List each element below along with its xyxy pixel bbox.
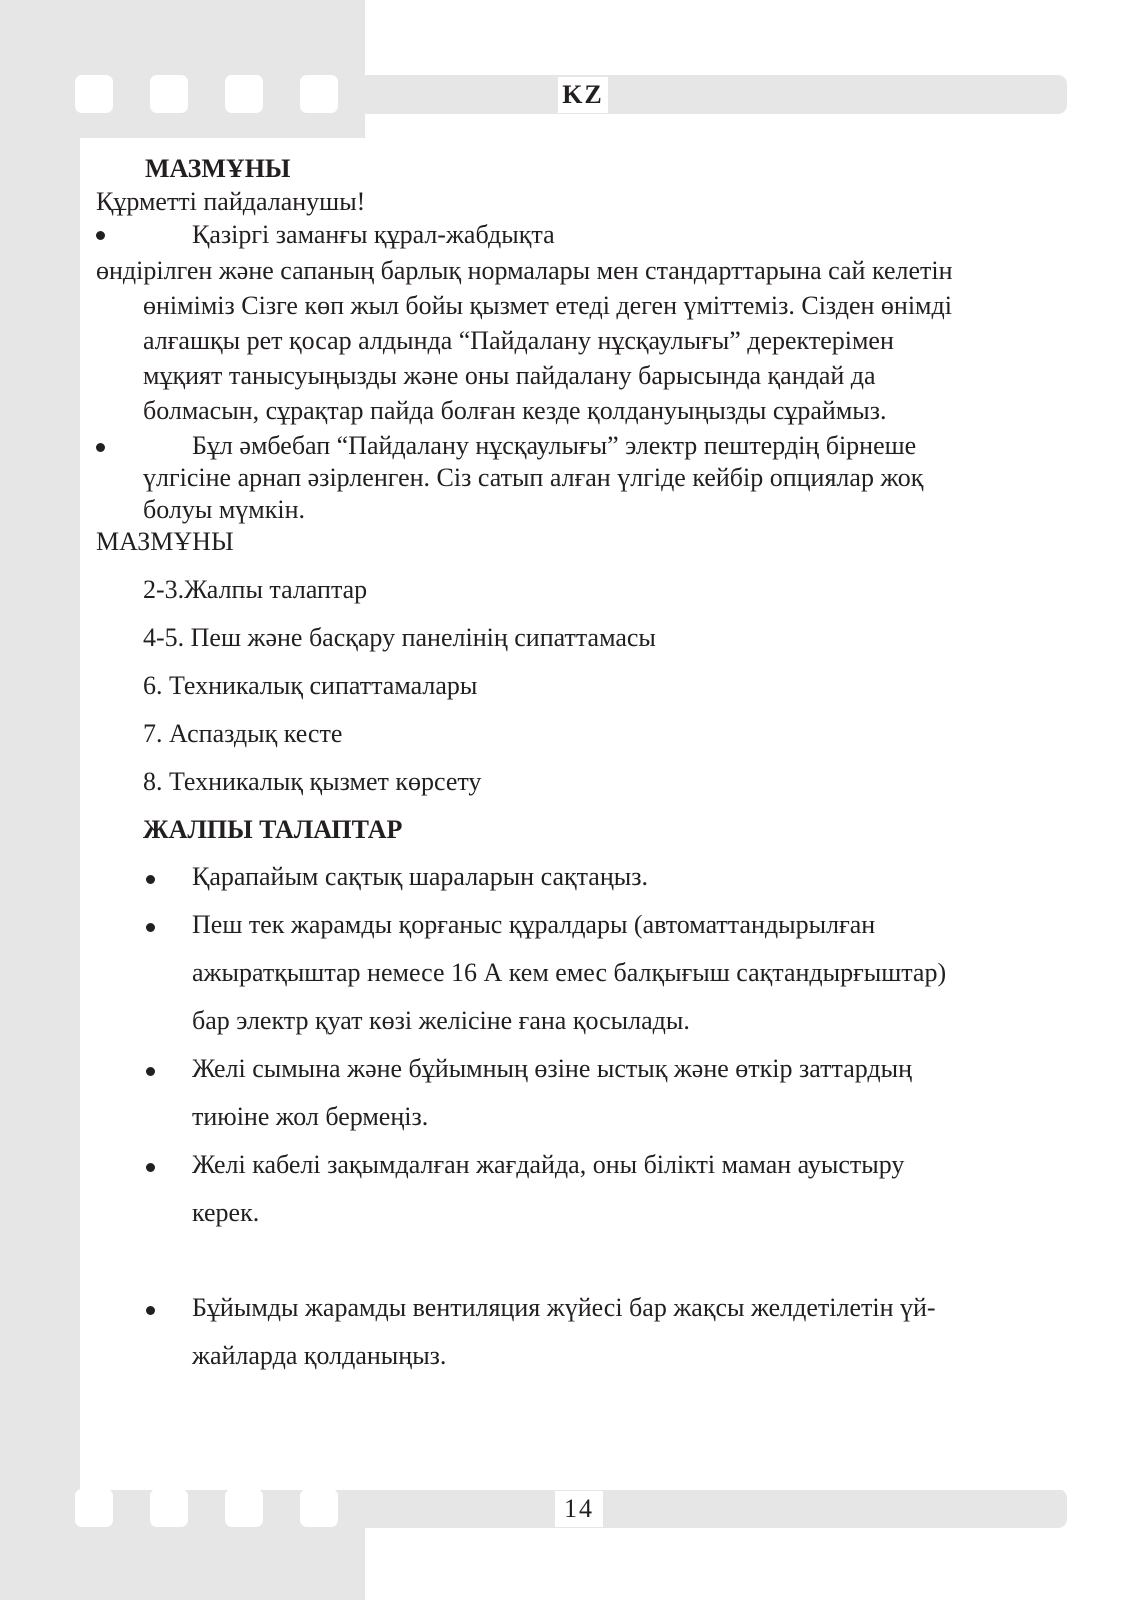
intro-bullet1-line: өндірілген және сапаның барлық нормалары мен стандарттарына сай келетін bbox=[96, 256, 953, 285]
intro-bullet1-line: болмасын, сұрақтар пайда болған кезде қолдануыңызды сұраймыз. bbox=[143, 396, 887, 425]
general-item-line: тиюіне жол бермеңіз. bbox=[192, 1102, 429, 1131]
intro-bullet1-line: өніміміз Сізге көп жыл бойы қызмет етеді деген үміттеміз. Сізден өнімді bbox=[143, 291, 952, 320]
film-hole-bottom-2 bbox=[150, 1489, 188, 1527]
general-item-line: Желі сымына және бұйымның өзіне ыстық және өткір заттардың bbox=[192, 1054, 913, 1083]
page-number: 14 bbox=[555, 1491, 603, 1527]
intro-bullet-1 bbox=[96, 231, 105, 240]
contents-item: 4-5. Пеш және басқару панелінің сипаттамасы bbox=[143, 623, 656, 652]
film-hole-top-4 bbox=[300, 75, 338, 113]
contents-item: 6. Техникалық сипаттамалары bbox=[143, 671, 478, 700]
general-item-line: Қарапайым сақтық шараларын сақтаңыз. bbox=[192, 862, 648, 891]
language-code: KZ bbox=[558, 77, 608, 113]
intro-bullet2-line: үлгісіне арнап әзірленген. Сіз сатып алған үлгіде кейбір опциялар жоқ bbox=[143, 463, 924, 492]
general-bullet-4 bbox=[146, 1163, 155, 1172]
general-item-line: Желі кабелі зақымдалған жағдайда, оны білікті маман ауыстыру bbox=[192, 1150, 905, 1179]
film-hole-bottom-4 bbox=[300, 1489, 338, 1527]
film-hole-top-3 bbox=[225, 75, 263, 113]
general-item-line: Пеш тек жарамды қорғаныс құралдары (автоматтандырылған bbox=[192, 910, 876, 939]
intro-bullet2-line: болуы мүмкін. bbox=[143, 495, 306, 524]
intro-bullet2-line: Бұл әмбебап “Пайдалану нұсқаулығы” электр пештердің бірнеше bbox=[192, 431, 917, 460]
general-title: ЖАЛПЫ ТАЛАПТАР bbox=[143, 815, 403, 844]
general-bullet-2 bbox=[146, 923, 155, 932]
header-bar bbox=[365, 75, 1067, 114]
general-item-line: ажыратқыштар немесе 16 А кем емес балқығыш сақтандырғыштар) bbox=[192, 958, 947, 987]
general-item-line: жайларда қолданыңыз. bbox=[192, 1341, 447, 1370]
intro-bullet1-line: алғашқы рет қосар алдында “Пайдалану нұсқаулығы” деректерімен bbox=[143, 326, 894, 355]
intro-bullet-2 bbox=[96, 443, 105, 452]
intro-title: МАЗМҰНЫ bbox=[145, 154, 291, 183]
footer-bar bbox=[365, 1489, 1067, 1528]
general-item-line: керек. bbox=[192, 1198, 260, 1227]
contents-item: 7. Аспаздық кесте bbox=[143, 719, 343, 748]
film-hole-bottom-3 bbox=[225, 1489, 263, 1527]
contents-item: 2-3.Жалпы талаптар bbox=[143, 575, 368, 604]
general-item-line: бар электр қуат көзі желісіне ғана қосылады. bbox=[192, 1006, 690, 1035]
film-hole-bottom-1 bbox=[75, 1489, 113, 1527]
contents-title: МАЗМҰНЫ bbox=[96, 527, 234, 556]
intro-bullet1-line: Қазіргі заманғы құрал-жабдықта bbox=[192, 220, 555, 249]
general-bullet-1 bbox=[146, 875, 155, 884]
general-item-line: Бұйымды жарамды вентиляция жүйесі бар жақсы желдетілетін үй- bbox=[192, 1293, 936, 1322]
greeting: Құрметті пайдаланушы! bbox=[96, 187, 366, 216]
contents-item: 8. Техникалық қызмет көрсету bbox=[143, 767, 482, 796]
film-hole-top-2 bbox=[150, 75, 188, 113]
general-bullet-3 bbox=[146, 1067, 155, 1076]
film-hole-top-1 bbox=[75, 75, 113, 113]
general-bullet-5 bbox=[146, 1306, 155, 1315]
intro-bullet1-line: мұқият танысуыңызды және оны пайдалану барысында қандай да bbox=[143, 361, 876, 390]
